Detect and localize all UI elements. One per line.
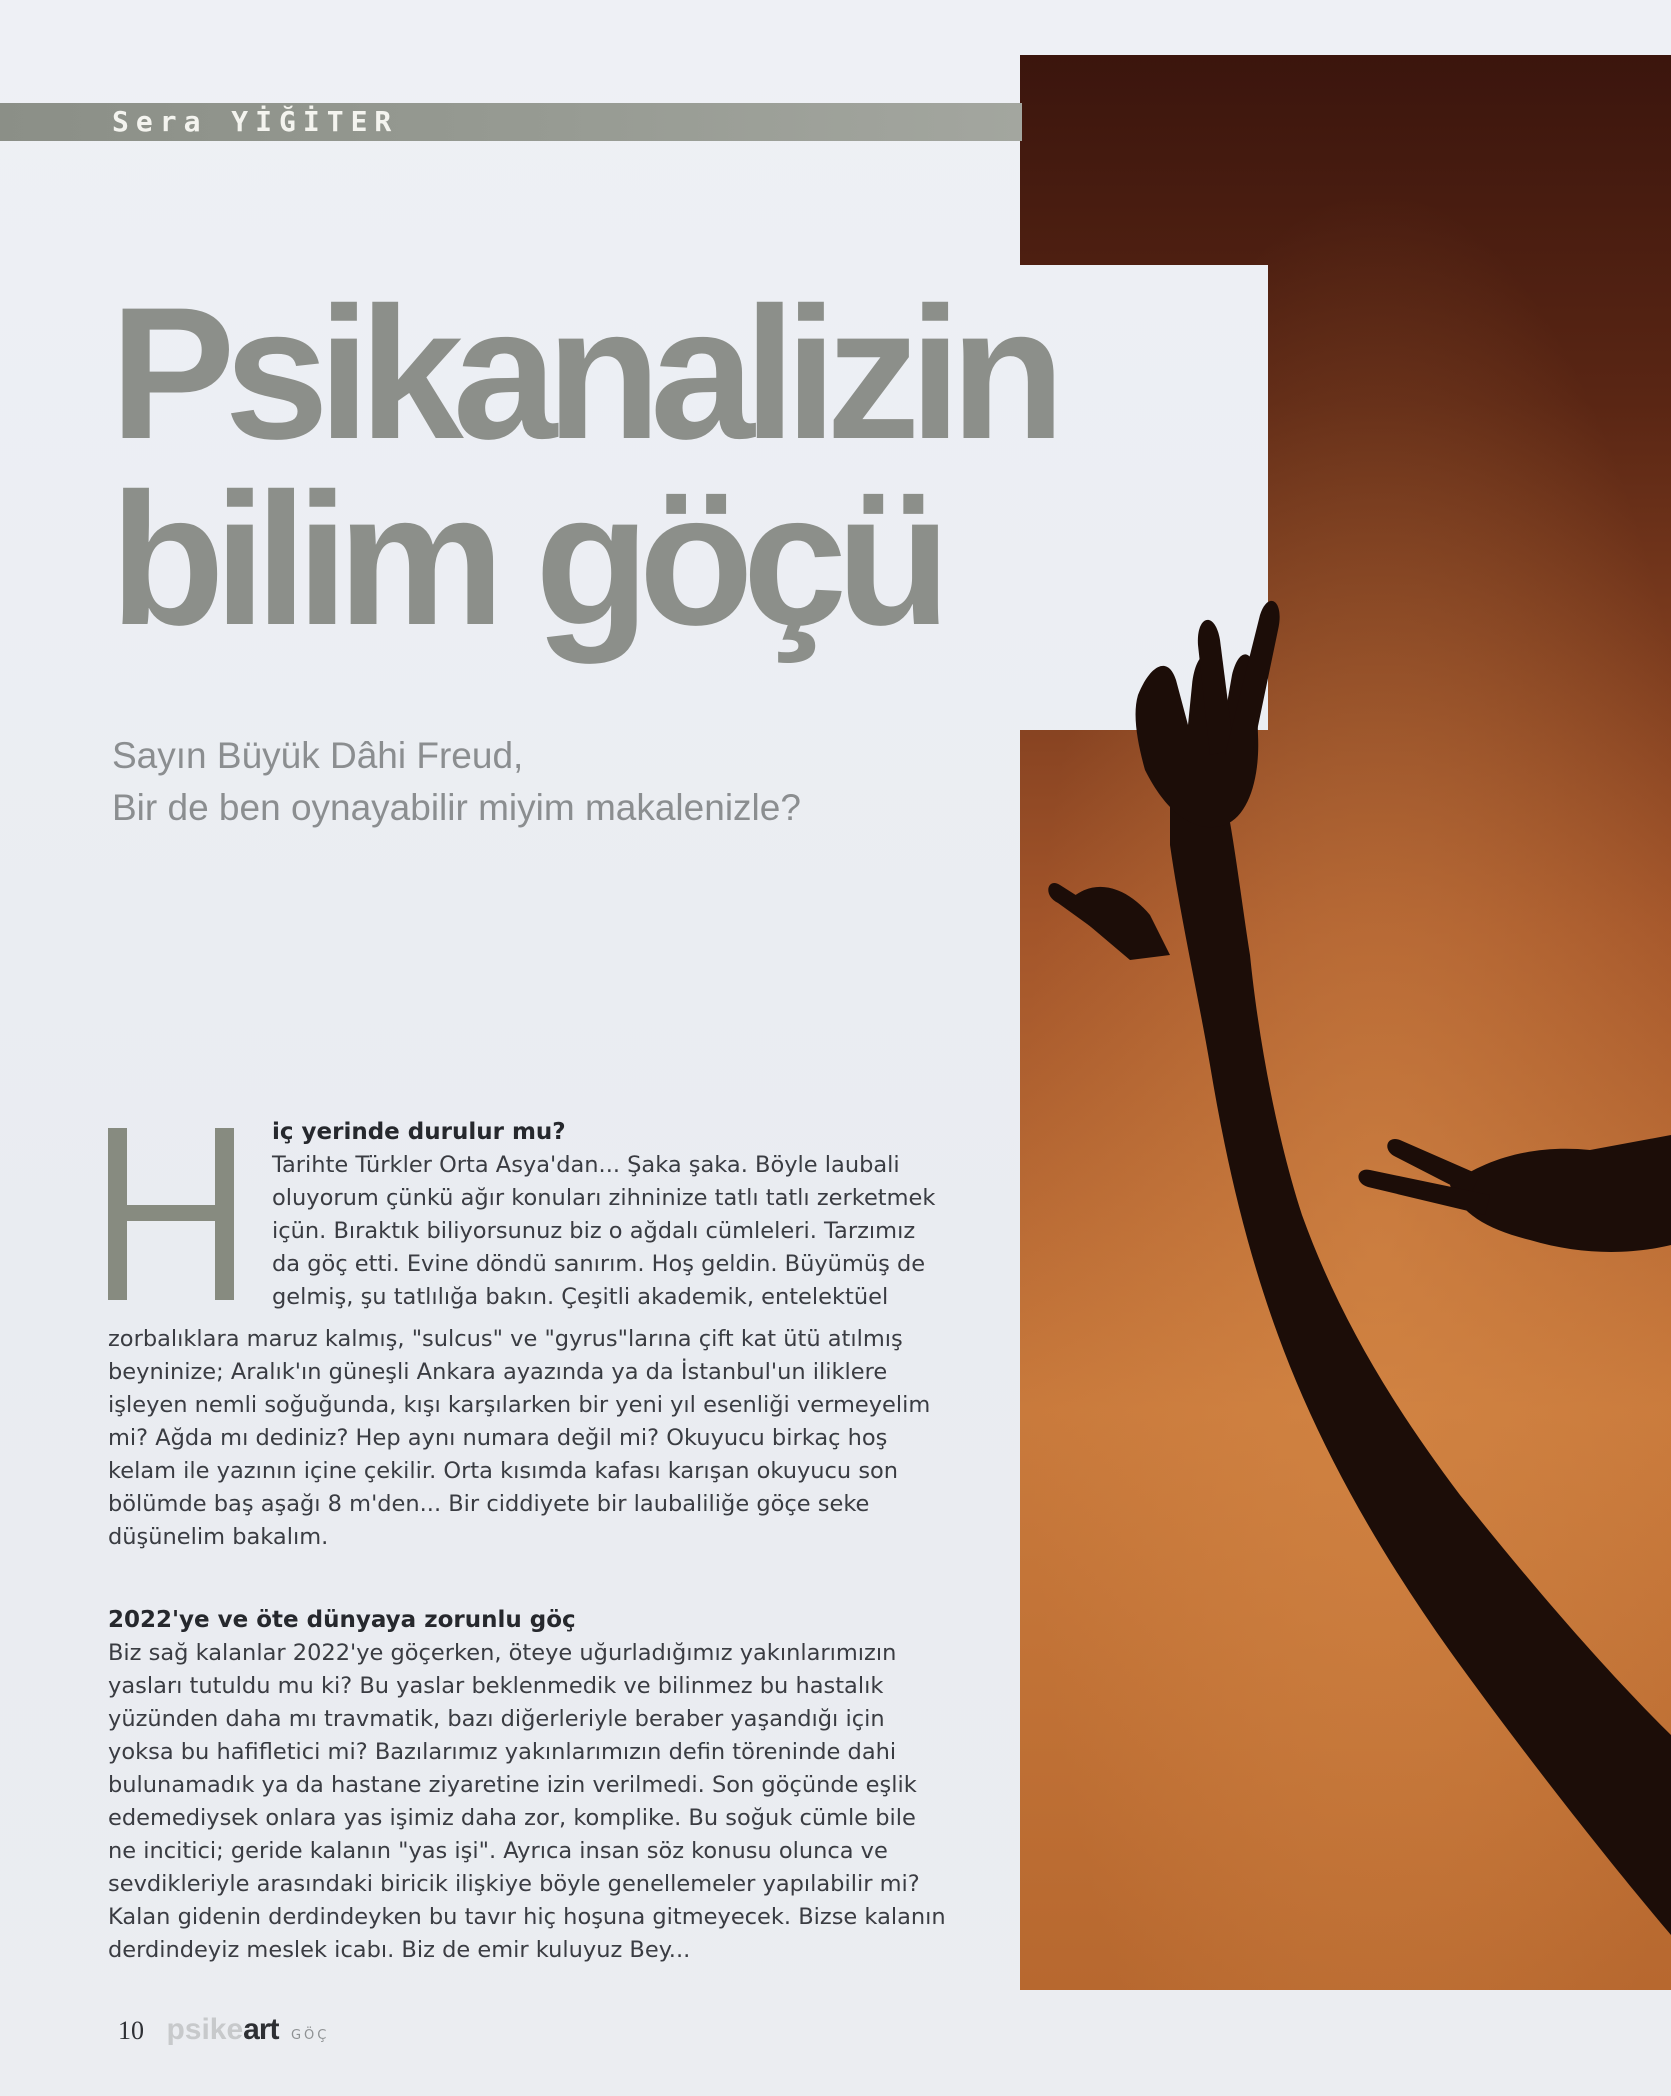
article-photo [1020,55,1671,1990]
body-line: işleyen nemli soğuğunda, kışı karşılarken bir yeni yıl esenliği vermeyelim [108,1392,931,1418]
body-line: Biz sağ kalanlar 2022'ye göçerken, öteye uğurladığımız yakınlarımızın [108,1640,897,1666]
section-2-heading: 2022'ye ve öte dünyaya zorunlu göç [108,1607,576,1633]
body-line: yoksa bu hafifletici mi? Bazılarımız yakınlarımızın defin töreninde dahi [108,1739,897,1765]
body-line: yüzünden daha mı travmatik, bazı diğerleriyle beraber yaşandığı için [108,1706,885,1732]
body-line: zorbalıklara maruz kalmış, "sulcus" ve "gyrus"larına çift kat ütü atılmış [108,1326,903,1352]
magazine-logo-light: psike [166,2013,244,2046]
body-line: gelmiş, şu tatlılığa bakın. Çeşitli akademik, entelektüel [272,1284,889,1310]
body-line: düşünelim bakalım. [108,1524,329,1550]
headline-line-1: Psikanalizin [110,268,1055,478]
body-line: kelam ile yazının içine çekilir. Orta kısımda kafası karışan okuyucu son [108,1458,899,1484]
section-2 [108,1604,946,1967]
body-line: Kalan gidenin derdindeyken bu tavır hiç hoşuna gitmeyecek. Bizse kalanın [108,1904,946,1930]
headline-line-2: bilim göçü [110,454,940,664]
body-line: edemediysek onlara yas işimiz daha zor, komplike. Bu soğuk cümle bile [108,1805,916,1831]
body-line: mi? Ağda mı dediniz? Hep aynı numara değil mi? Okuyucu birkaç hoş [108,1425,888,1451]
body-line: sevdikleriyle arasındaki biricik ilişkiye böyle genellemeler yapılabilir mi? [108,1871,920,1897]
body-line: bulunamadık ya da hastane ziyaretine izin verilmedi. Son göçünde eşlik [108,1772,917,1798]
body-line: yasları tutuldu mu ki? Bu yaslar beklenmedik ve bilinmez bu hastalık [108,1673,884,1699]
page-footer [118,2010,329,2050]
page-number: 10 [118,2016,144,2045]
intro-wide-column [108,1323,930,1554]
body-line: içün. Bıraktık biliyorsunuz biz o ağdalı cümleleri. Tarzımız [272,1218,916,1244]
magazine-logo-dark: art [243,2013,279,2046]
subtitle-line-1: Sayın Büyük Dâhi Freud, [112,735,524,776]
body-line: derdindeyiz meslek icabı. Biz de emir kuluyuz Bey... [108,1937,691,1963]
article-subtitle [112,730,801,834]
subtitle-line-2: Bir de ben oynayabilir miyim makalenizle? [112,787,801,828]
section-label: GÖÇ [290,2028,330,2043]
drop-cap-letter-h [108,1128,234,1300]
article-headline [110,268,1055,664]
body-line: da göç etti. Evine döndü sanırım. Hoş geldin. Büyümüş de [272,1251,926,1277]
body-line: beyninize; Aralık'ın güneşli Ankara ayazında ya da İstanbul'un iliklere [108,1359,888,1385]
body-line: Tarihte Türkler Orta Asya'dan... Şaka şaka. Böyle laubali [272,1152,900,1178]
intro-narrow-column [272,1116,935,1314]
body-line: ne incitici; geride kalanın "yas işi". Ayrıca insan söz konusu olunca ve [108,1838,888,1864]
author-name: Sera YİĞİTER [112,105,399,138]
intro-heading: iç yerinde durulur mu? [272,1119,566,1145]
body-line: bölümde baş aşağı 8 m'den... Bir ciddiyete bir laubaliliğe göçe seke [108,1491,870,1517]
body-line: oluyorum çünkü ağır konuları zihninize tatlı tatlı zerketmek [272,1185,936,1211]
